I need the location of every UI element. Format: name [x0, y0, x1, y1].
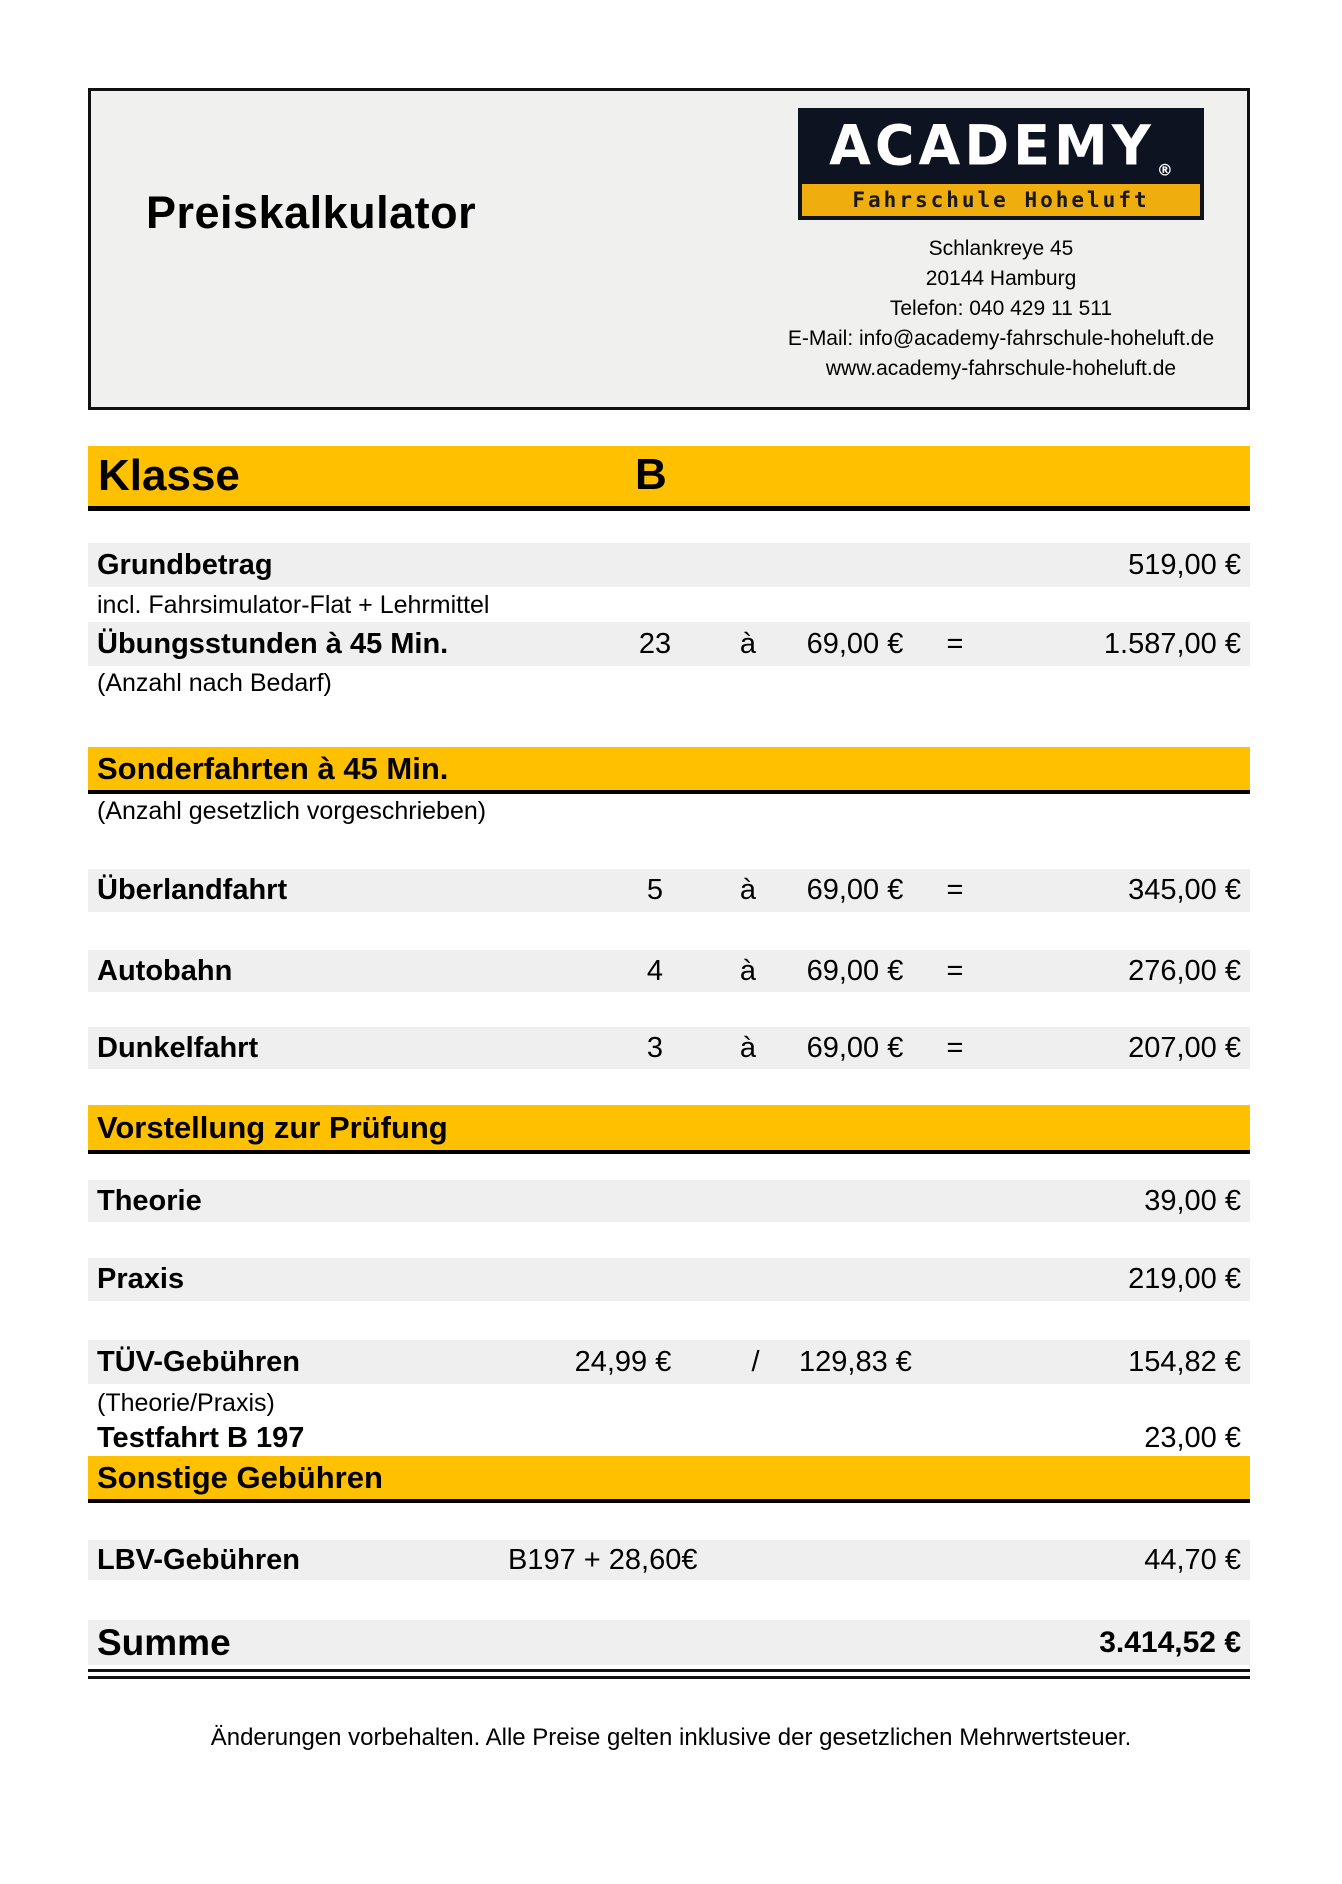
row-price: 69,00 €	[806, 627, 904, 660]
grundbetrag-note: incl. Fahrsimulator-Flat + Lehrmittel	[97, 591, 490, 619]
sonderfahrten-note: (Anzahl gesetzlich vorgeschrieben)	[97, 797, 487, 825]
row-equals: =	[946, 954, 964, 987]
summe-double-rule	[88, 1669, 1250, 1679]
uebungsstunden-note: (Anzahl nach Bedarf)	[97, 669, 332, 697]
row-tuev-gebuehren	[88, 1340, 1250, 1384]
row-price-theorie: 24,99 €	[574, 1345, 672, 1378]
tuev-note: (Theorie/Praxis)	[97, 1389, 275, 1417]
row-label: Dunkelfahrt	[97, 1031, 259, 1064]
logo-brand-text: ACADEMY	[829, 113, 1155, 178]
row-total: 23,00 €	[1144, 1421, 1241, 1454]
row-autobahn	[88, 950, 1250, 992]
page-title: Preiskalkulator	[146, 187, 477, 238]
header	[88, 88, 1250, 410]
section-bar-sonstige: Sonstige Gebühren	[88, 1456, 1250, 1503]
row-grundbetrag	[88, 543, 1250, 587]
row-label: Praxis	[97, 1263, 185, 1295]
row-ueberlandfahrt	[88, 869, 1250, 912]
row-total: 219,00 €	[1128, 1263, 1241, 1295]
row-equals: =	[946, 1031, 964, 1064]
row-praxis	[88, 1258, 1250, 1301]
row-total: 44,70 €	[1144, 1543, 1241, 1576]
logo-subtitle: Fahrschule Hoheluft	[802, 184, 1200, 216]
contact-website: www.academy-fahrschule-hoheluft.de	[825, 357, 1177, 380]
row-qty: 5	[646, 874, 664, 906]
row-at: à	[739, 1031, 757, 1064]
row-total: 519,00 €	[1128, 548, 1241, 581]
row-equals: =	[946, 874, 964, 906]
row-slash: /	[751, 1345, 760, 1378]
row-testfahrt	[88, 1420, 1250, 1456]
section-bar-pruefung: Vorstellung zur Prüfung	[88, 1105, 1250, 1154]
row-price-praxis: 129,83 €	[799, 1345, 912, 1378]
klasse-label: Klasse	[98, 451, 240, 500]
row-total: 276,00 €	[1128, 954, 1241, 987]
row-label: Autobahn	[97, 954, 233, 987]
row-total: 207,00 €	[1128, 1031, 1241, 1064]
row-price: 69,00 €	[806, 1031, 904, 1064]
row-qty: 23	[638, 627, 672, 660]
row-label: LBV-Gebühren	[97, 1543, 301, 1576]
logo-wordmark	[798, 107, 1204, 185]
klasse-value: B	[635, 450, 667, 499]
row-equals: =	[946, 627, 964, 660]
row-price: 69,00 €	[806, 874, 904, 906]
row-qty: 4	[646, 954, 664, 987]
row-total: 345,00 €	[1128, 874, 1241, 906]
row-theorie	[88, 1180, 1250, 1222]
row-total: 154,82 €	[1128, 1345, 1241, 1378]
contact-email: E-Mail: info@academy-fahrschule-hoheluft.de	[787, 327, 1215, 350]
row-detail: B197 + 28,60€	[508, 1543, 698, 1576]
row-at: à	[739, 874, 757, 906]
row-lbv-gebuehren	[88, 1540, 1250, 1580]
row-qty: 3	[646, 1031, 664, 1064]
contact-phone: Telefon: 040 429 11 511	[889, 297, 1113, 320]
row-uebungsstunden	[88, 622, 1250, 666]
row-dunkelfahrt	[88, 1027, 1250, 1069]
header-contact-column	[761, 108, 1241, 384]
row-summe	[88, 1620, 1250, 1665]
row-label: Theorie	[97, 1184, 202, 1217]
contact-street: Schlankreye 45	[928, 237, 1074, 260]
row-total: 1.587,00 €	[1103, 627, 1241, 660]
row-at: à	[739, 954, 757, 987]
row-total: 39,00 €	[1144, 1184, 1241, 1217]
row-label: TÜV-Gebühren	[97, 1345, 301, 1378]
row-label: Übungsstunden à 45 Min.	[97, 627, 449, 660]
footer-disclaimer: Änderungen vorbehalten. Alle Preise gelten inklusive der gesetzlichen Mehrwertsteuer.	[210, 1724, 1132, 1751]
registered-trademark-icon: ®	[1156, 160, 1173, 180]
row-at: à	[739, 627, 757, 660]
contact-city: 20144 Hamburg	[925, 267, 1077, 290]
section-bar-sonderfahrten: Sonderfahrten à 45 Min.	[88, 747, 1250, 794]
row-label: Grundbetrag	[97, 548, 273, 581]
academy-logo	[798, 108, 1204, 220]
row-label: Testfahrt B 197	[97, 1421, 305, 1454]
summe-label: Summe	[97, 1621, 231, 1663]
klasse-header-bar	[88, 446, 1250, 511]
summe-total: 3.414,52 €	[1099, 1625, 1241, 1659]
contact-block	[788, 234, 1214, 384]
row-price: 69,00 €	[806, 954, 904, 987]
row-label: Überlandfahrt	[97, 874, 288, 906]
